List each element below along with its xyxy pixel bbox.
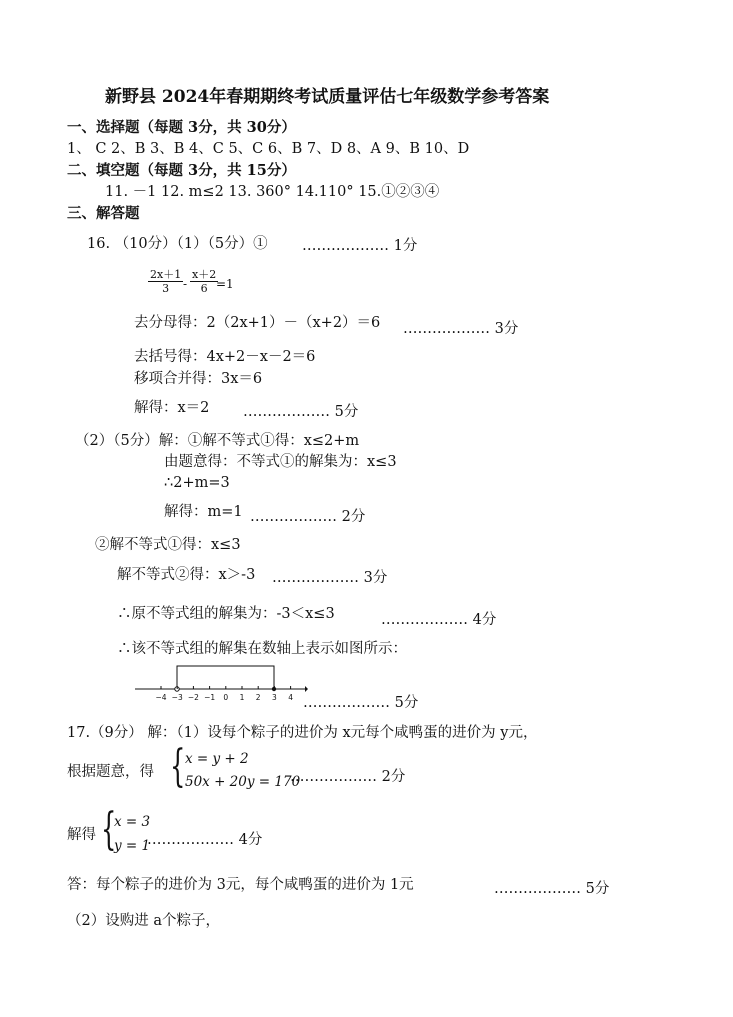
q16-part2-line-6-score: ……………… 4分 xyxy=(381,612,497,628)
q16-step-1: 去分母得：2（2x+1）－（x+2）＝6 xyxy=(134,315,381,331)
q16-part2-line-5: 解不等式②得：x＞-3 xyxy=(117,567,256,583)
system-1-eq-b: 50x + 20y = 170 xyxy=(185,774,301,790)
q16-score-1: ……………… 1分 xyxy=(302,238,418,254)
q16-part2-line-2: ∴2+m=3 xyxy=(164,475,230,491)
q16-part2-line-6: ∴原不等式组的解集为：-3＜x≤3 xyxy=(117,606,335,622)
system-2-eq-b: y = 1 xyxy=(114,838,151,854)
q17-part-2: （2）设购进 a个粽子， xyxy=(67,913,220,929)
q16-part2-line-3-score: ……………… 2分 xyxy=(250,509,366,525)
solution-bracket xyxy=(177,666,274,689)
fraction-1-denominator: 3 xyxy=(162,282,170,295)
q16-part2-line-1: 由题意得：不等式①的解集为：x≤3 xyxy=(164,454,397,470)
number-line-tick-label: 0 xyxy=(223,693,229,702)
number-line-tick-label: 3 xyxy=(272,693,277,702)
section-3-heading: 三、解答题 xyxy=(67,205,140,222)
section-2-heading: 二、填空题（每题 3分，共 15分） xyxy=(67,162,296,179)
equation-fraction-2 xyxy=(190,268,218,295)
q16-part2-heading: （2）（5分）解：①解不等式①得：x≤2+m xyxy=(75,433,360,449)
number-line-tick-label: −4 xyxy=(155,693,167,702)
q16-part2-line-5-score: ……………… 3分 xyxy=(272,570,388,586)
fraction-2-numerator: x＋2 xyxy=(192,268,217,281)
fraction-1-numerator: 2x＋1 xyxy=(150,268,182,281)
number-line-figure xyxy=(133,662,308,704)
system-brace-1: { xyxy=(170,741,186,792)
number-line-tick-label: 4 xyxy=(288,693,293,702)
q17-heading: 17.（9分） 解：（1）设每个粽子的进价为 x元每个咸鸭蛋的进价为 y元， xyxy=(67,725,538,741)
q17-line-2: 解得 xyxy=(67,827,96,843)
number-line-tick-label: 2 xyxy=(255,693,261,702)
equation-fraction-1 xyxy=(148,268,183,295)
q16-step-2: 去括号得：4x+2－x－2＝6 xyxy=(134,349,316,365)
section-2-answers: 11. －1 12. m≤2 13. 360° 14.110° 15.①②③④ xyxy=(105,184,440,200)
q16-part2-line-4: ②解不等式①得：x≤3 xyxy=(95,537,241,553)
q17-answer-score: ……………… 5分 xyxy=(494,881,610,897)
q17-line-1: 根据题意，得 xyxy=(67,764,154,780)
system-1-eq-a: x = y + 2 xyxy=(185,751,249,767)
number-line-tick-label: −3 xyxy=(171,693,183,702)
number-line-score: ……………… 5分 xyxy=(303,695,419,711)
q16-step-1-score: ……………… 3分 xyxy=(403,321,519,337)
equation-rhs: =1 xyxy=(216,277,234,291)
q16-step-4-score: ……………… 5分 xyxy=(243,404,359,420)
equation-minus: - xyxy=(183,277,188,291)
q16-step-3: 移项合并得：3x＝6 xyxy=(134,371,263,387)
number-line-tick-label: −1 xyxy=(204,693,216,702)
system-brace-2: { xyxy=(101,804,117,855)
number-line-arrow xyxy=(305,686,308,692)
number-line-tick-label: 1 xyxy=(239,693,245,702)
page-title: 新野县 2024年春期期终考试质量评估七年级数学参考答案 xyxy=(105,87,550,107)
section-1-heading: 一、选择题（每题 3分，共 30分） xyxy=(67,119,296,136)
q16-heading: 16. （10分）（1）（5分）① xyxy=(87,236,268,252)
section-1-answers: 1、 C 2、B 3、B 4、C 5、C 6、B 7、D 8、A 9、B 10、D xyxy=(67,141,470,157)
q17-line-2-score: ……………… 4分 xyxy=(147,832,263,848)
q17-answer: 答：每个粽子的进价为 3元，每个咸鸭蛋的进价为 1元 xyxy=(67,877,414,893)
q16-step-4: 解得：x＝2 xyxy=(134,400,210,416)
q16-part2-line-3: 解得：m=1 xyxy=(164,504,243,520)
q17-line-1-score: ……………… 2分 xyxy=(290,769,406,785)
system-2-eq-a: x = 3 xyxy=(114,814,151,830)
number-line-tick-label: −2 xyxy=(187,693,199,702)
q16-part2-line-7: ∴该不等式组的解集在数轴上表示如图所示： xyxy=(117,641,407,657)
fraction-2-denominator: 6 xyxy=(200,282,208,295)
